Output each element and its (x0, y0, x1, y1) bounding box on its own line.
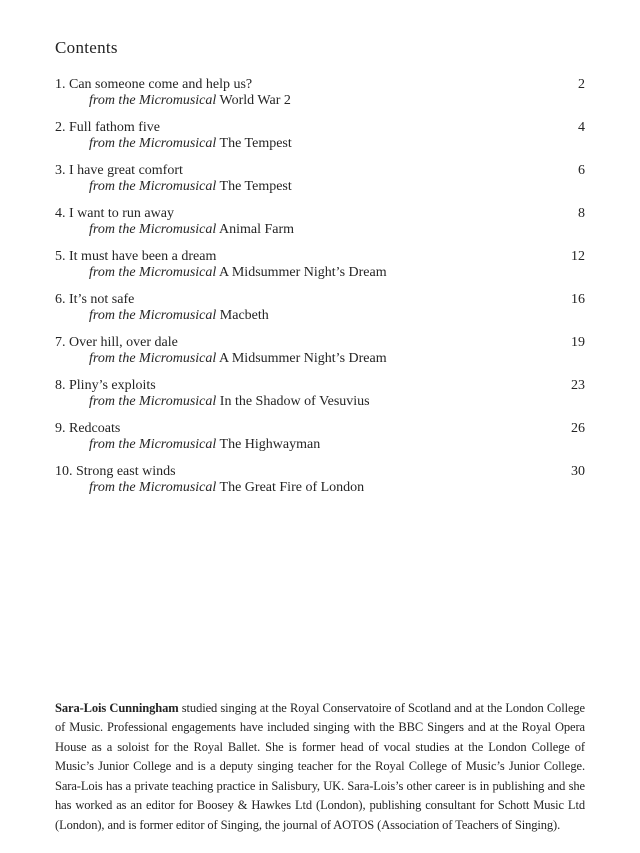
toc-entry (55, 77, 585, 109)
toc-entry-row (55, 120, 585, 136)
toc-entry (55, 378, 585, 410)
toc-entry-row (55, 206, 585, 222)
toc-entry (55, 120, 585, 152)
toc-entry (55, 464, 585, 496)
toc-entry-row (55, 378, 585, 394)
toc-entry (55, 292, 585, 324)
toc-entry-from-label: from the Micromusical (89, 308, 217, 323)
toc-entry-row (55, 77, 585, 93)
toc-entry-row (55, 163, 585, 179)
toc-entry-page-number: 6 (578, 163, 585, 178)
toc-entry-musical-name: The Highwayman (219, 437, 321, 452)
toc-entry-musical-name: A Midsummer Night’s Dream (219, 351, 387, 366)
toc-entry-musical-name: In the Shadow of Vesuvius (219, 394, 370, 409)
toc-entry (55, 421, 585, 453)
toc-entry-title: 8. Pliny’s exploits (55, 378, 156, 393)
toc-entry-title: 4. I want to run away (55, 206, 174, 221)
toc-entry-musical-name: A Midsummer Night’s Dream (219, 265, 387, 280)
toc-entry-page-number: 2 (578, 77, 585, 92)
toc-entry-subtitle (55, 437, 585, 453)
toc-entry-musical-name: The Great Fire of London (219, 480, 365, 495)
toc-entry-title: 1. Can someone come and help us? (55, 77, 253, 92)
author-bio (55, 699, 585, 836)
toc-entry-page-number: 19 (571, 335, 585, 350)
toc-entry-from-label: from the Micromusical (89, 93, 217, 108)
author-bio-text: studied singing at the Royal Conservatoire of Scotland and at the London College of Music. Professional engagements have included singing with the BBC Singers and at the Royal Opera House as a soloist for the Royal Ballet. She is former head of vocal studies at the London College of Music’s Junior College and is a deputy singing teacher for the Royal College of Music’s Junior College. Sara-Lois has a private teaching practice in Salisbury, UK. Sara-Lois’s other career is in publishing and she has worked as an editor for Boosey & Hawkes Ltd (London), publishing consultant for Schott Music Ltd (London), and is former editor of Singing, the journal of AOTOS (Association of Teachers of Singing). (55, 700, 585, 832)
toc-entry-subtitle (55, 179, 585, 195)
toc-entry-row (55, 421, 585, 437)
toc-entry-from-label: from the Micromusical (89, 437, 217, 452)
toc-entry-row (55, 292, 585, 308)
toc-entry-row (55, 249, 585, 265)
toc-entry-subtitle (55, 351, 585, 367)
toc-entry-title: 3. I have great comfort (55, 163, 183, 178)
toc-entry (55, 206, 585, 238)
toc-entry-musical-name: Animal Farm (219, 222, 295, 237)
toc-entry-musical-name: World War 2 (219, 93, 291, 108)
toc-entry-page-number: 26 (571, 421, 585, 436)
toc-entry-subtitle (55, 136, 585, 152)
toc-entry (55, 163, 585, 195)
toc-entry-from-label: from the Micromusical (89, 179, 217, 194)
toc-entry-musical-name: The Tempest (219, 179, 292, 194)
toc-entry-row (55, 464, 585, 480)
toc-entry-title: 5. It must have been a dream (55, 249, 217, 264)
toc-entry (55, 335, 585, 367)
page-title: Contents (55, 38, 118, 57)
toc-entry (55, 249, 585, 281)
toc-entry-title: 2. Full fathom five (55, 120, 160, 135)
toc-entry-subtitle (55, 394, 585, 410)
toc-entry-subtitle (55, 222, 585, 238)
toc-entry-from-label: from the Micromusical (89, 222, 217, 237)
toc-entry-from-label: from the Micromusical (89, 265, 217, 280)
toc-entry-page-number: 4 (578, 120, 585, 135)
toc-entry-page-number: 12 (571, 249, 585, 264)
toc-entry-musical-name: Macbeth (219, 308, 269, 323)
toc-entry-subtitle (55, 480, 585, 496)
toc-entry-title: 9. Redcoats (55, 421, 121, 436)
toc-entry-subtitle (55, 93, 585, 109)
toc-entry-title: 7. Over hill, over dale (55, 335, 178, 350)
toc-entry-from-label: from the Micromusical (89, 480, 217, 495)
author-name: Sara-Lois Cunningham (55, 700, 179, 715)
toc-entry-subtitle (55, 308, 585, 324)
toc-entry-from-label: from the Micromusical (89, 351, 217, 366)
toc-entry-title: 6. It’s not safe (55, 292, 135, 307)
toc-entry-subtitle (55, 265, 585, 281)
table-of-contents (55, 77, 585, 496)
toc-entry-title: 10. Strong east winds (55, 464, 176, 479)
toc-entry-page-number: 16 (571, 292, 585, 307)
toc-entry-page-number: 23 (571, 378, 585, 393)
toc-entry-page-number: 30 (571, 464, 585, 479)
toc-entry-musical-name: The Tempest (219, 136, 292, 151)
toc-entry-page-number: 8 (578, 206, 585, 221)
toc-entry-from-label: from the Micromusical (89, 136, 217, 151)
toc-entry-from-label: from the Micromusical (89, 394, 217, 409)
toc-entry-row (55, 335, 585, 351)
